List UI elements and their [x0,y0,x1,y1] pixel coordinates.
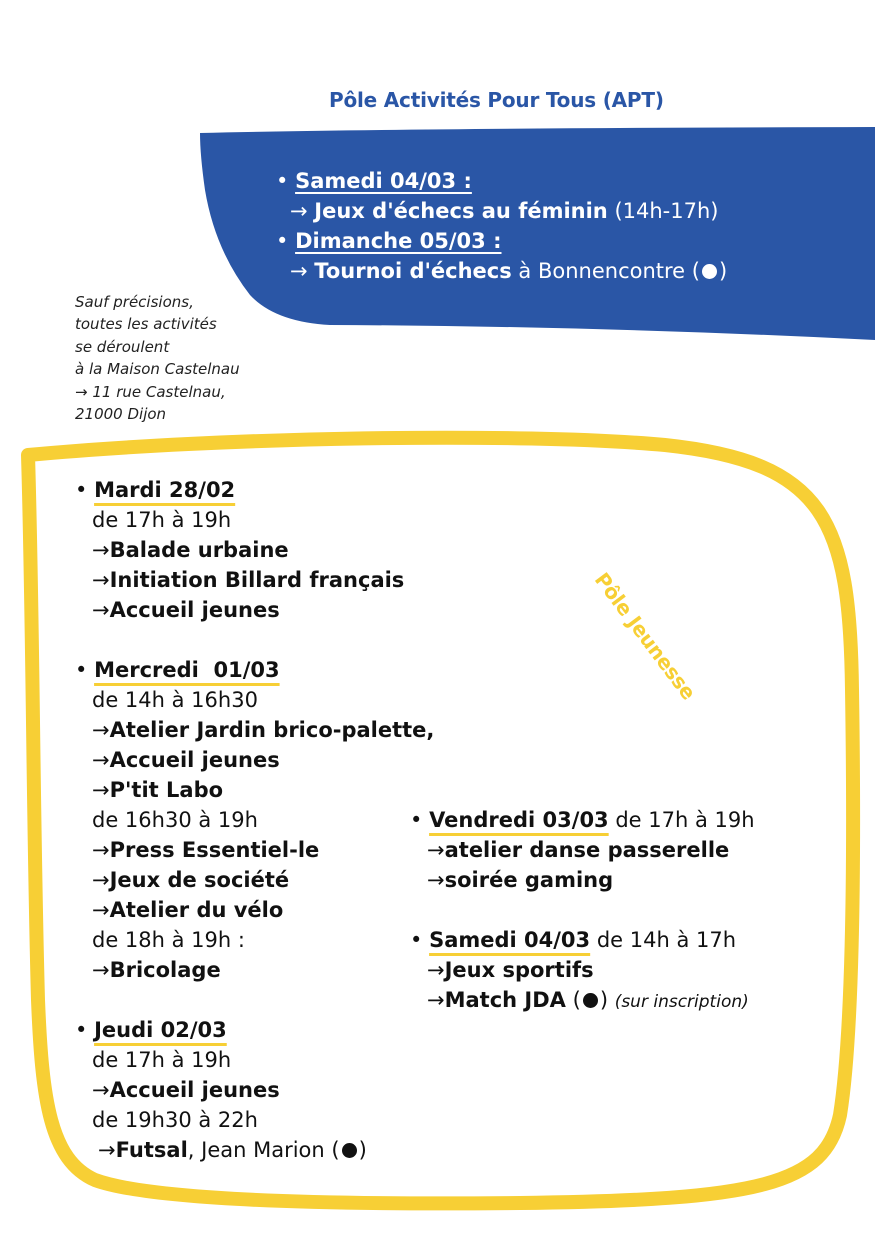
day-title: Samedi 04/03 [429,928,591,952]
note-line: Sauf précisions, [75,293,194,311]
time-slot: de 14h à 17h [590,928,737,952]
activity-label: soirée gaming [444,868,614,892]
arrow-icon: → [92,868,110,892]
arrow-icon: → [290,199,308,223]
activity-label: Atelier du vélo [109,898,284,922]
day-heading-wednesday [75,655,434,685]
note-line: 21000 Dijon [75,405,167,424]
day-heading-thursday [75,1015,434,1045]
filled-circle-icon [342,1143,357,1158]
apt-section-title: Pôle Activités Pour Tous (APT) [329,88,664,112]
activity-item [75,1135,434,1165]
activity-item [75,955,434,985]
day-title: Vendredi 03/03 [429,808,609,832]
apt-item-saturday [276,166,727,196]
activity-item [75,745,434,775]
arrow-icon: → [92,898,110,922]
arrow-icon: → [290,259,308,283]
activity-label: Jeux sportifs [444,958,594,982]
activity-label: Match JDA [444,988,566,1012]
activity-item [75,1075,434,1105]
note-line: toutes les activités [75,315,217,334]
arrow-icon: → [427,868,445,892]
paren-close: ) [358,1138,367,1162]
jeunesse-section-label: Pôle Jeunesse [589,568,701,705]
apt-item-sunday [276,226,727,256]
arrow-icon: → [92,958,110,982]
bullet: • [276,169,289,193]
arrow-icon: → [92,598,110,622]
jeunesse-right-column [410,805,755,1015]
apt-activity: Tournoi d'échecs [314,259,512,283]
bullet: • [410,808,423,832]
time-slot: de 18h à 19h : [92,928,245,952]
time-slot: de 19h30 à 22h [92,1108,258,1132]
activity-label: Accueil jeunes [109,1078,280,1102]
apt-schedule [276,166,727,286]
paren-close: ) [718,259,728,283]
arrow-icon: → [92,568,110,592]
activity-item [75,595,434,625]
activity-label: Initiation Billard français [109,568,405,592]
activity-label: Jeux de société [109,868,290,892]
activity-label: P'tit Labo [109,778,224,802]
activity-label: Futsal [115,1138,188,1162]
activity-label: Accueil jeunes [109,748,280,772]
bullet: • [75,1018,88,1042]
arrow-icon: → [427,838,445,862]
jeunesse-left-column [75,475,434,1165]
arrow-icon: → [92,778,110,802]
activity-item [75,775,434,805]
arrow-icon: → [427,988,445,1012]
filled-circle-icon [583,993,598,1008]
apt-detail: (14h-17h) [607,199,719,223]
apt-date: Samedi 04/03 : [295,169,472,193]
arrow-icon: → [92,748,110,772]
filled-circle-icon [702,264,717,279]
activity-item [410,835,755,865]
bullet: • [75,478,88,502]
note-line: se déroulent [75,337,170,356]
activity-label: Balade urbaine [109,538,289,562]
arrow-icon: → [92,538,110,562]
arrow-icon: → [427,958,445,982]
activity-label: Press Essentiel-le [109,838,320,862]
activity-item [410,865,755,895]
activity-item [410,955,755,985]
day-heading-friday [410,805,755,835]
activity-label: Bricolage [109,958,221,982]
activity-label: Accueil jeunes [109,598,280,622]
activity-item [410,985,755,1015]
day-heading-saturday [410,925,755,955]
note-line: → 11 rue Castelnau, [75,382,226,401]
registration-note: (sur inscription) [614,992,749,1012]
day-title: Mercredi 01/03 [94,658,280,682]
day-title: Mardi 28/02 [94,478,236,502]
apt-detail: à Bonnencontre ( [511,259,700,283]
time-slot: de 14h à 16h30 [92,688,258,712]
day-title: Jeudi 02/03 [94,1018,227,1042]
day-heading-tuesday [75,475,434,505]
time-slot: de 17h à 19h [92,508,232,532]
time-slot: de 17h à 19h [608,808,755,832]
time-slot: de 17h à 19h [92,1048,232,1072]
note-line: à la Maison Castelnau [75,360,240,379]
bullet: • [410,928,423,952]
activity-label: Atelier Jardin brico-palette, [109,718,435,742]
apt-activity-line [276,196,727,226]
activity-item [75,895,434,925]
apt-date: Dimanche 05/03 : [295,229,502,253]
activity-item [75,715,434,745]
arrow-icon: → [92,838,110,862]
activity-item [75,865,434,895]
activity-item [75,565,434,595]
activity-label: atelier danse passerelle [444,838,730,862]
activity-item [75,835,434,865]
paren-close: ) [599,988,615,1012]
bullet: • [75,658,88,682]
location-note [75,291,240,425]
arrow-icon: → [98,1138,116,1162]
bullet: • [276,229,289,253]
apt-activity-line [276,256,727,286]
arrow-icon: → [92,1078,110,1102]
apt-activity: Jeux d'échecs au féminin [314,199,608,223]
activity-place: , Jean Marion ( [187,1138,340,1162]
activity-item [75,535,434,565]
paren-open: ( [565,988,581,1012]
time-slot: de 16h30 à 19h [92,808,258,832]
arrow-icon: → [92,718,110,742]
